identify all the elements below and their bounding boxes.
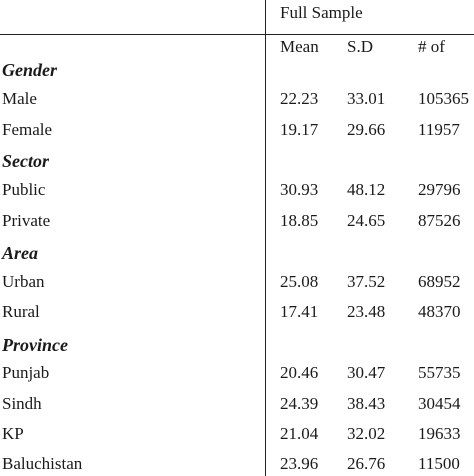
cell-count-public: 29796	[418, 180, 461, 199]
row-label-female: Female	[2, 120, 53, 139]
cell-sd-male: 33.01	[347, 89, 386, 108]
cell-mean-urban: 25.08	[280, 272, 319, 291]
row-label-public: Public	[2, 180, 46, 199]
section-heading-gender: Gender	[2, 60, 57, 80]
header-sd: S.D	[347, 37, 373, 56]
cell-count-female: 11957	[418, 120, 460, 139]
cell-mean-private: 18.85	[280, 211, 319, 230]
cell-mean-rural: 17.41	[280, 302, 319, 321]
cell-sd-urban: 37.52	[347, 272, 386, 291]
cell-count-male: 105365	[418, 89, 469, 108]
cell-count-sindh: 30454	[418, 394, 461, 413]
row-label-punjab: Punjab	[2, 363, 50, 382]
section-heading-area: Area	[2, 243, 38, 263]
cell-mean-punjab: 20.46	[280, 363, 319, 382]
cell-count-baluchistan: 11500	[418, 454, 460, 473]
row-label-sindh: Sindh	[2, 394, 42, 413]
sample-title: Full Sample	[280, 3, 363, 22]
cell-sd-sindh: 38.43	[347, 394, 386, 413]
cell-count-private: 87526	[418, 211, 461, 230]
header-count: # of	[418, 37, 445, 56]
cell-mean-public: 30.93	[280, 180, 319, 199]
cell-sd-baluchistan: 26.76	[347, 454, 386, 473]
row-label-private: Private	[2, 211, 51, 230]
cell-mean-kp: 21.04	[280, 424, 319, 443]
row-label-rural: Rural	[2, 302, 40, 321]
cell-sd-kp: 32.02	[347, 424, 386, 443]
cell-sd-punjab: 30.47	[347, 363, 386, 382]
cell-mean-female: 19.17	[280, 120, 319, 139]
section-heading-province: Province	[2, 335, 68, 355]
cell-mean-male: 22.23	[280, 89, 319, 108]
header-rule	[0, 34, 474, 35]
cell-sd-rural: 23.48	[347, 302, 386, 321]
row-label-urban: Urban	[2, 272, 45, 291]
cell-count-punjab: 55735	[418, 363, 461, 382]
row-label-male: Male	[2, 89, 37, 108]
column-divider	[265, 0, 266, 476]
cell-sd-female: 29.66	[347, 120, 386, 139]
header-mean: Mean	[280, 37, 319, 56]
row-label-baluchistan: Baluchistan	[2, 454, 83, 473]
cell-sd-private: 24.65	[347, 211, 386, 230]
cell-sd-public: 48.12	[347, 180, 386, 199]
cell-mean-baluchistan: 23.96	[280, 454, 319, 473]
cell-count-kp: 19633	[418, 424, 461, 443]
cell-mean-sindh: 24.39	[280, 394, 319, 413]
cell-count-urban: 68952	[418, 272, 461, 291]
section-heading-sector: Sector	[2, 151, 49, 171]
cell-count-rural: 48370	[418, 302, 461, 321]
row-label-kp: KP	[2, 424, 24, 443]
